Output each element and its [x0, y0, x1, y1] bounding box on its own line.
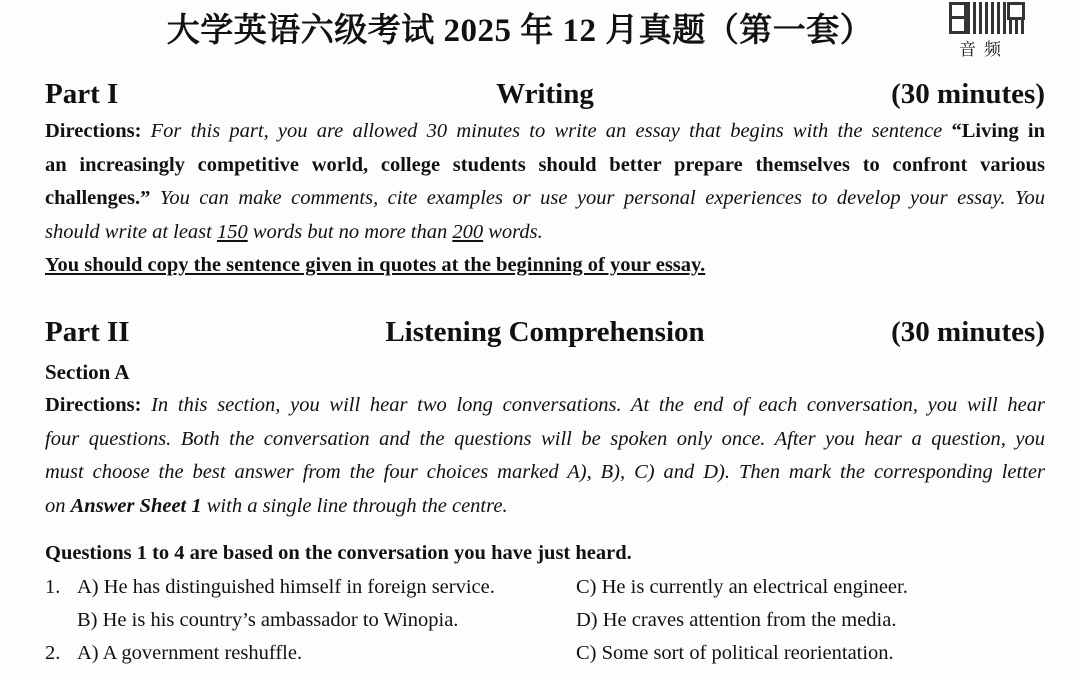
directions-label: Directions: — [45, 394, 142, 416]
part2-label: Part II — [45, 316, 130, 348]
part2-directions-line — [45, 389, 1045, 423]
directions-text: four questions. Both the conversation and the questions will be spoken only once. After you hear a question, you — [45, 427, 1045, 450]
question-option: B) He is his country’s ambassador to Winopia. — [77, 609, 459, 631]
answer-sheet-label: Answer Sheet 1 — [70, 494, 202, 517]
part2-directions-line — [45, 423, 1045, 457]
directions-text: words. — [488, 220, 543, 243]
directions-text: words but no more than — [252, 220, 448, 243]
directions-text: with a single line through the centre. — [206, 494, 508, 517]
question-option: C) He is currently an electrical engineer. — [576, 576, 908, 598]
directions-label: Directions: — [45, 120, 142, 142]
question-option: D) He craves attention from the media. — [576, 609, 897, 631]
qr-code-icon — [949, 2, 1025, 34]
question-option: C) Some sort of political reorientation. — [576, 642, 894, 664]
part1-note-line — [45, 249, 1045, 283]
part1-directions-line — [45, 115, 1045, 149]
part1-directions-line — [45, 216, 1045, 250]
part1-directions-line — [45, 149, 1045, 183]
part1-directions-line — [45, 182, 1045, 216]
part1-header — [45, 78, 1045, 118]
part1-directions — [45, 115, 1045, 283]
section-heading: Section A — [45, 360, 130, 384]
essay-prompt: challenges.” — [45, 187, 151, 209]
questions-heading: Questions 1 to 4 are based on the conversation you have just heard. — [45, 542, 632, 564]
page-title: 大学英语六级考试 2025 年 12 月真题（第一套） — [166, 13, 874, 49]
part2-name: Listening Comprehension — [385, 316, 705, 348]
part2-directions-line — [45, 490, 1045, 524]
directions-text: In this section, you will hear two long conversations. At the end of each conversation, you will hear — [151, 394, 1045, 416]
min-words: 150 — [216, 220, 248, 243]
part1-time: (30 minutes) — [891, 78, 1045, 110]
essay-prompt: an increasingly competitive world, college students should better prepare themselves to confront various — [45, 153, 1045, 176]
question-number: 1. — [45, 576, 61, 598]
directions-text: must choose the best answer from the four choices marked A), B), C) and D). Then mark the corresponding letter — [45, 461, 1045, 483]
directions-text: on — [45, 494, 66, 517]
part2-directions — [45, 389, 1045, 523]
directions-text: You can make comments, cite examples or use your personal experiences to develop your essay. You — [159, 187, 1045, 209]
directions-text: For this part, you are allowed 30 minutes to write an essay that begins with the sentence — [150, 120, 943, 142]
part2-time: (30 minutes) — [891, 316, 1045, 348]
question-option: A) He has distinguished himself in foreign service. — [77, 576, 495, 598]
qr-label: 音频 — [959, 40, 1009, 60]
essay-prompt: “Living in — [951, 120, 1046, 142]
max-words: 200 — [452, 220, 484, 243]
copy-sentence-note: You should copy the sentence given in quotes at the beginning of your essay. — [45, 254, 706, 276]
question-option: A) A government reshuffle. — [77, 642, 303, 664]
part1-name: Writing — [496, 78, 594, 110]
directions-text: should write at least — [45, 220, 212, 243]
part1-label: Part I — [45, 78, 119, 110]
part2-header — [45, 316, 1045, 356]
part2-directions-line — [45, 456, 1045, 490]
question-number: 2. — [45, 642, 61, 664]
audio-qr-code[interactable] — [949, 2, 1027, 58]
